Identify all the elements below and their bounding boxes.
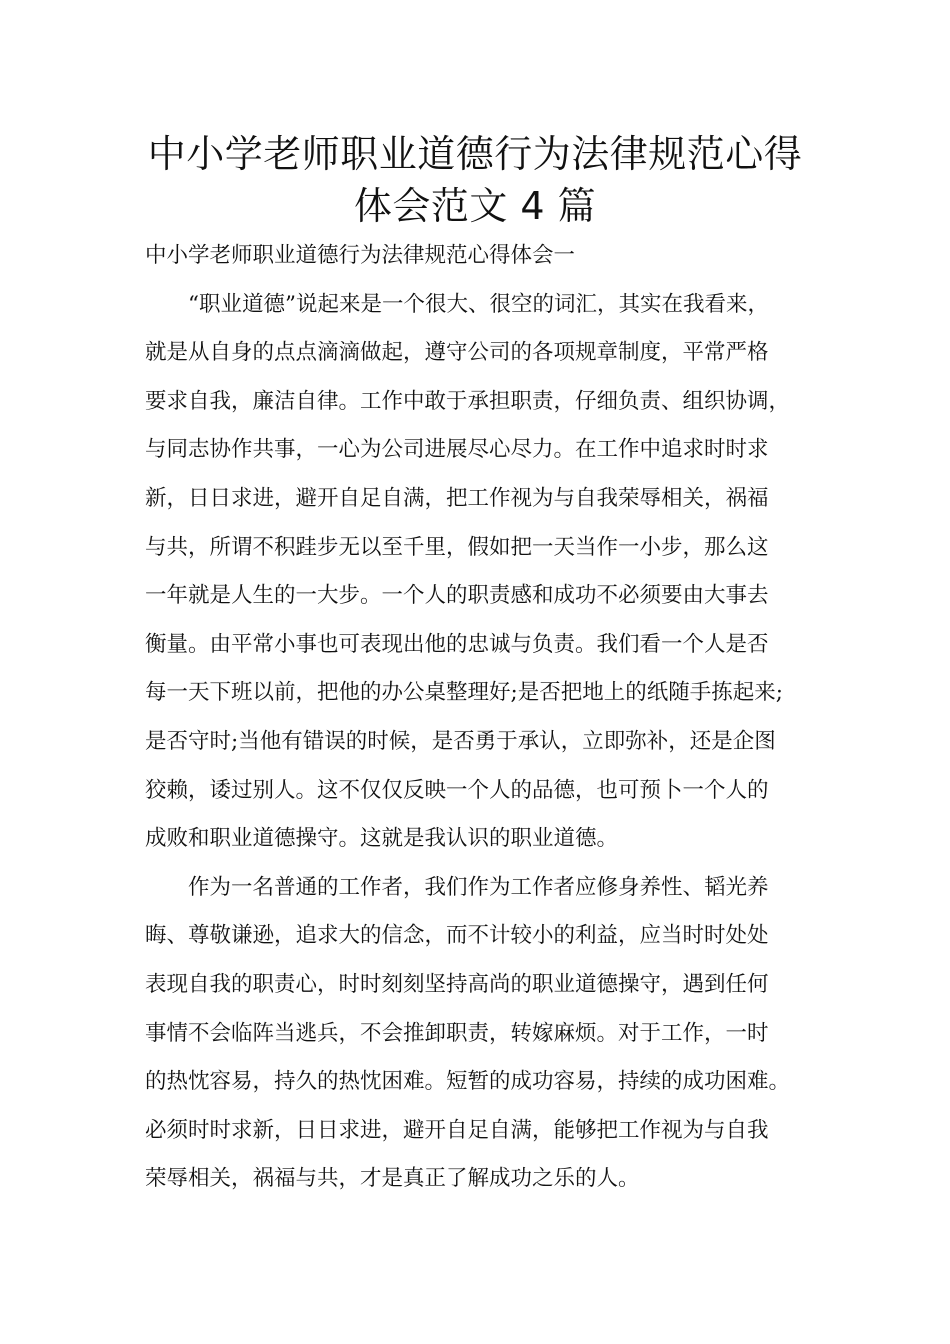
paragraph-line: 作为一名普通的工作者，我们作为工作者应修身养性、韬光养 [188,874,769,900]
document-title [120,128,830,232]
paragraph-line: 晦、尊敬谦逊，追求大的信念，而不计较小的利益，应当时时处处 [145,923,769,949]
paragraph-line: 荣辱相关，祸福与共，才是真正了解成功之乐的人。 [145,1166,640,1192]
paragraph-line: 是否守时;当他有错误的时候，是否勇于承认，立即弥补，还是企图 [145,728,776,754]
paragraph-line: 事情不会临阵当逃兵，不会推卸职责，转嫁麻烦。对于工作，一时 [145,1020,769,1046]
document-title-line: 体会范文 4 篇 [353,184,597,228]
document-title-line: 中小学老师职业道德行为法律规范心得 [147,132,803,176]
paragraph-line: 衡量。由平常小事也可表现出他的忠诚与负责。我们看一个人是否 [145,631,769,657]
paragraph-line: 要求自我，廉洁自律。工作中敢于承担职责，仔细负责、组织协调， [145,388,791,414]
paragraph-2 [145,864,835,1204]
paragraph-line: 必须时时求新，日日求进，避开自足自满，能够把工作视为与自我 [145,1117,769,1143]
paragraph-line: 每一天下班以前，把他的办公桌整理好;是否把地上的纸随手拣起来; [145,680,783,706]
paragraph-line: 表现自我的职责心，时时刻刻坚持高尚的职业道德操守，遇到任何 [145,971,769,997]
paragraph-line: 成败和职业道德操守。这就是我认识的职业道德。 [145,826,619,852]
paragraph-line: 新，日日求进，避开自足自满，把工作视为与自我荣辱相关，祸福 [145,485,769,511]
paragraph-line: 一年就是人生的一大步。一个人的职责感和成功不必须要由大事去 [145,583,769,609]
paragraph-line: 狡赖，诿过别人。这不仅仅反映一个人的品德，也可预卜一个人的 [145,777,769,803]
document-body [145,232,835,1204]
section-heading: 中小学老师职业道德行为法律规范心得体会一 [145,243,576,268]
paragraph-1 [145,281,835,864]
paragraph-line: 就是从自身的点点滴滴做起，遵守公司的各项规章制度，平常严格 [145,340,769,366]
paragraph-line: 的热忱容易，持久的热忱困难。短暂的成功容易，持续的成功困难。 [145,1069,791,1095]
paragraph-line: 与同志协作共事，一心为公司进展尽心尽力。在工作中追求时时求 [145,437,769,463]
paragraph-line: 与共，所谓不积跬步无以至千里，假如把一天当作一小步，那么这 [145,534,769,560]
paragraph-line: “职业道德”说起来是一个很大、很空的词汇，其实在我看来， [188,291,769,317]
